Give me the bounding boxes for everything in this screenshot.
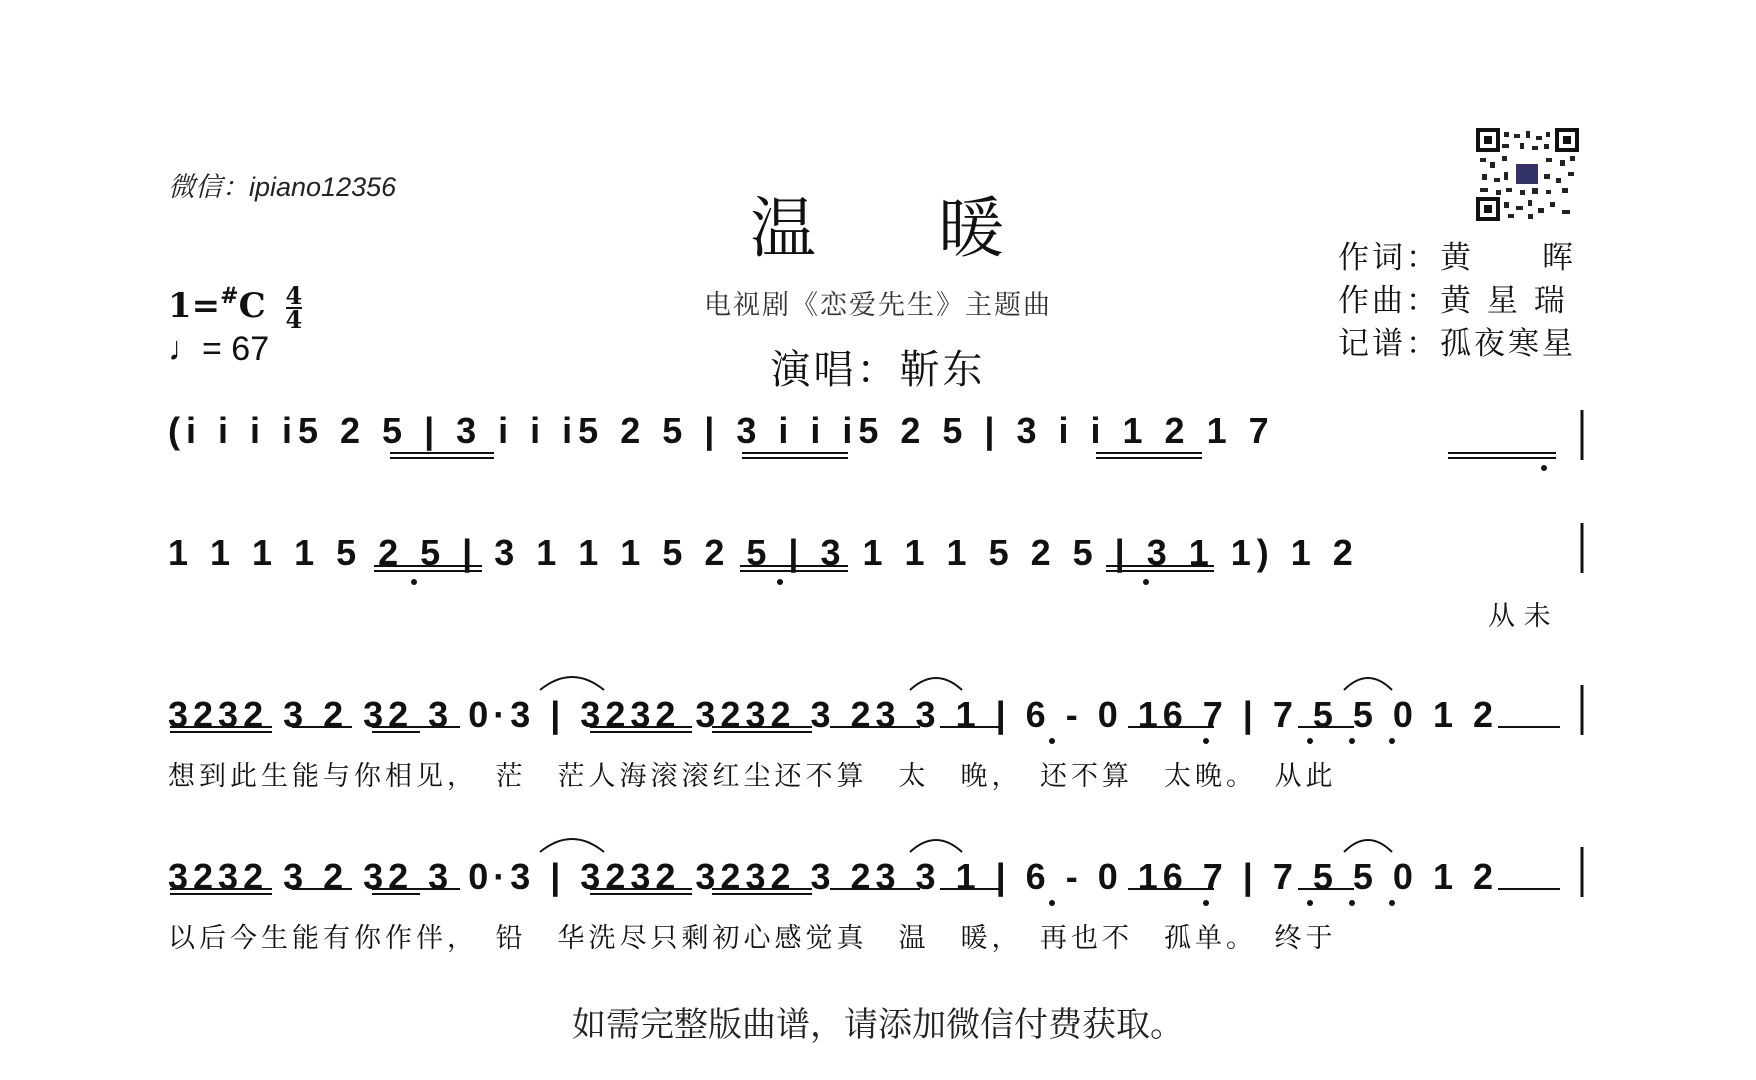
- song-subtitle: 电视剧《恋爱先生》主题曲: [704, 290, 1052, 321]
- composer: 作曲：黄 星 瑞: [1338, 283, 1568, 319]
- lyric-row-3: 想到此生能与你相见， 茫 茫人海滚滚红尘还不算 太 晚， 还不算 太晚。 从此: [168, 761, 1337, 792]
- time-bottom: 4: [285, 305, 303, 334]
- footer-notice: 如需完整版曲谱，请添加微信付费获取。: [572, 1005, 1184, 1045]
- key-prefix: 1=: [168, 286, 221, 326]
- lyric-row-2: 从 未: [1488, 601, 1551, 632]
- tempo-value: = 67: [202, 330, 270, 368]
- lyricist: 作词：黄 晖: [1338, 240, 1576, 276]
- transcriber: 记谱：孤夜寒星: [1338, 326, 1576, 362]
- sharp-symbol: #: [220, 283, 239, 309]
- singer: 演唱：靳东: [770, 347, 986, 393]
- title-char-1: 温: [750, 190, 818, 267]
- notation-row-2: 1 1 1 1 5 2 5 | 3 1 1 1 5 2 5 | 3 1 1 1 5 2 5 | 3 1 1) 1 2: [168, 532, 1359, 573]
- notation-row-4: 3232 3 2 32 3 0·3 | 3232 3232 3 23 3 1 | 6 - 0 16 7 | 7 5 5 0 1 2: [168, 856, 1498, 897]
- time-top: 4: [285, 281, 303, 310]
- notation-row-1: (i i i i5 2 5 | 3 i i i5 2 5 | 3 i i i5 2 5 | 3 i i 1 2 1 7: [168, 410, 1275, 451]
- slurs: [540, 677, 1392, 852]
- lyric-row-4: 以后今生能有你作伴， 铅 华洗尽只剩初心感觉真 温 暖， 再也不 孤单。 终于: [168, 923, 1337, 954]
- title-char-2: 暖: [938, 190, 1006, 267]
- wechat-id: 微信：ipiano12356: [168, 172, 397, 202]
- beams-row-4: [170, 889, 1560, 894]
- quarter-note-icon: ♩: [168, 330, 202, 368]
- notation-row-3: 3232 3 2 32 3 0·3 | 3232 3232 3 23 3 1 | 6 - 0 16 7 | 7 5 5 0 1 2: [168, 694, 1498, 735]
- beams-row-3: [170, 727, 1560, 732]
- key-note: C: [238, 286, 266, 326]
- beams-row-2: [374, 566, 1214, 571]
- beams-row-1: [390, 453, 1556, 458]
